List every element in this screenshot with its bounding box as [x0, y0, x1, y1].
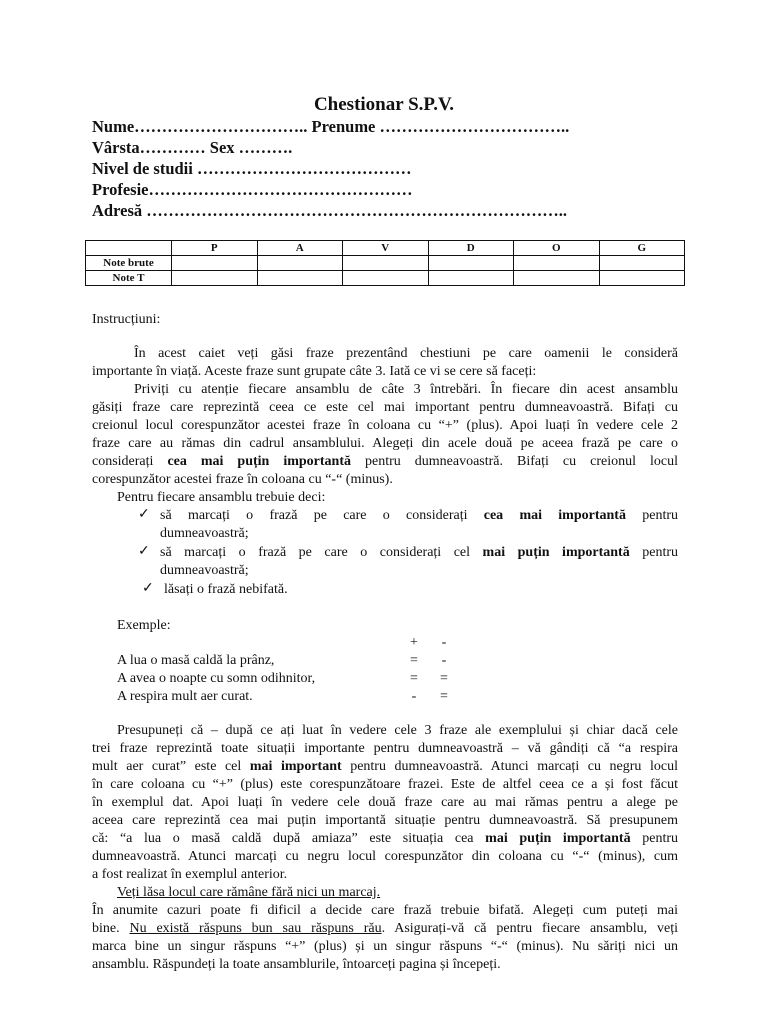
instructions-text [92, 453, 678, 471]
bullet-item: lăsați o frază nebifată. [164, 582, 288, 597]
instructions-heading: Instrucțiuni: [92, 312, 161, 327]
score-cell [257, 256, 343, 271]
score-cell [599, 271, 685, 286]
text-span: considerați [92, 454, 168, 469]
example-row-text: A avea o noapte cu somn odihnitor, [117, 671, 316, 686]
example-plus-mark: = [410, 671, 418, 686]
checkmark-icon: ✓ [138, 544, 150, 559]
explanation-text: dumneavoastră. Atunci marcați cu negru locul corespunzător din coloana cu “-“ (minus), cum [92, 849, 678, 864]
emphasis: mai puțin importantă [485, 831, 631, 846]
education-field: Nivel de studii ………………………………… [92, 159, 412, 178]
score-cell [428, 256, 514, 271]
explanation-text: aceea care reprezintă cea mai puțin importantă situație pentru dumneavoastră. Să presupunem [92, 813, 678, 828]
score-cell [172, 256, 258, 271]
explanation-text: trei fraze reprezintă toate situații importante pentru dumneavoastră – vă gândiți că “a respira [92, 741, 678, 756]
example-plus-mark: = [410, 653, 418, 668]
example-row-text: A lua o masă caldă la prânz, [117, 653, 275, 668]
explanation-text: Presupuneți că – după ce ați luat în vedere cele 3 fraze ale exemplului și chiar dacă cele [117, 723, 678, 738]
instructions-text: Priviți cu atenție fiecare ansamblu de câte 3 întrebări. În fiecare din acest ansamblu [134, 382, 678, 397]
example-plus-mark: - [411, 689, 417, 704]
age-sex-field: Vârsta………… Sex ………. [92, 138, 293, 157]
text-span: pentru [625, 508, 678, 523]
header-cell: V [343, 241, 429, 256]
header-cell: D [428, 241, 514, 256]
example-minus-mark: = [440, 671, 448, 686]
instructions-text: creionul locul corespunzător acestei fraze în coloana cu “+” (plus). Apoi luați în vedere cele 2 [92, 418, 678, 433]
text-span: bine. [92, 921, 130, 936]
example-row-text: A respira mult aer curat. [117, 689, 253, 704]
score-cell [172, 271, 258, 286]
example-minus-mark: = [440, 689, 448, 704]
emphasis: mai important [249, 759, 342, 774]
score-cell [514, 271, 600, 286]
instructions-text: găsiți fraze care reprezintă ceea ce este cel mai important pentru dumneavoastră. Bifați cu [92, 400, 678, 415]
instructions-text: corespunzător acestei fraze în coloana cu “-“ (minus). [92, 472, 393, 487]
bullet-item-cont: dumneavoastră; [160, 526, 249, 541]
examples-heading: Exemple: [117, 618, 171, 633]
table-row [86, 256, 685, 271]
score-table-header [86, 241, 685, 256]
bullet-item [160, 544, 678, 562]
emphasis: cea mai importantă [483, 508, 626, 523]
text-span: să marcați o frază pe care o considerați [160, 508, 484, 523]
bullet-item [160, 507, 678, 525]
text-span: pentru dumneavoastră. Atunci marcați cu negru locul [341, 759, 678, 774]
bullet-item-cont: dumneavoastră; [160, 563, 249, 578]
checkmark-icon: ✓ [138, 507, 150, 522]
page-title: Chestionar S.P.V. [313, 94, 455, 115]
name-field: Nume………………………….. Prenume …………………………….. [92, 117, 570, 136]
score-cell [599, 256, 685, 271]
text-span: că: “a lua o masă caldă după amiaza” este situația cea [92, 831, 486, 846]
underlined-text: Nu există răspuns bun sau răspuns rău [129, 921, 382, 936]
row-label: Note T [86, 271, 172, 286]
emphasis: cea mai puțin importantă [167, 454, 351, 469]
row-label: Note brute [86, 256, 172, 271]
score-table [85, 240, 685, 286]
header-cell: P [172, 241, 258, 256]
score-cell [428, 271, 514, 286]
table-row [86, 271, 685, 286]
text-span: pentru [629, 545, 679, 560]
plus-column-header: + [410, 635, 418, 650]
explanation-text [92, 758, 678, 776]
checkmark-icon: ✓ [142, 581, 154, 596]
emphasis: mai puțin importantă [482, 545, 630, 560]
explanation-text-underlined [117, 884, 380, 902]
header-cell: A [257, 241, 343, 256]
profession-field: Profesie………………………………………… [92, 180, 413, 199]
explanation-text: în care coloana cu “+” (plus) este corespunzătoare frazei. Este de altfel ceea ce a și fost făcut [92, 777, 678, 792]
explanation-text: ansamblu. Răspundeți la toate ansamblurile, întoarceți pagina și începeți. [92, 957, 501, 972]
explanation-text: în exemplul dat. Apoi luați în vedere cele două fraze care au mai rămas pentru a alege pe [92, 795, 678, 810]
score-cell [257, 271, 343, 286]
explanation-text [92, 920, 678, 938]
explanation-text: a fost realizat în exemplul anterior. [92, 867, 288, 882]
text-span: să marcați o frază pe care o considerați cel [160, 545, 483, 560]
score-cell [343, 271, 429, 286]
instructions-text: Pentru fiecare ansamblu trebuie deci: [117, 490, 326, 505]
text-span: . Asigurați-vă că pentru fiecare ansamblu, veți [381, 921, 678, 936]
instructions-text: importante în viață. Aceste fraze sunt grupate câte 3. Iată ce vi se cere să faceți: [92, 364, 537, 379]
minus-column-header: - [441, 635, 447, 650]
score-cell [343, 256, 429, 271]
address-field: Adresă ………………………………………………………………….. [92, 201, 567, 220]
example-minus-mark: - [441, 653, 447, 668]
explanation-text: marca bine un singur răspuns “+” (plus) și un singur răspuns “-“ (minus). Nu săriți nici un [92, 939, 678, 954]
text-span: pentru [630, 831, 679, 846]
underlined-text: Veți lăsa locul care rămâne fără nici un marcaj. [117, 885, 381, 900]
header-cell [86, 241, 172, 256]
instructions-text: fraze care au rămas din cadrul ansamblului. Alegeți din acele două pe aceea frază pe care o [92, 436, 678, 451]
text-span: mult aer curat” este cel [92, 759, 250, 774]
explanation-text: În anumite cazuri poate fi dificil a decide care frază trebuie bifată. Alegeți cum puteți mai [92, 903, 678, 918]
score-cell [514, 256, 600, 271]
text-span: pentru dumneavoastră. Bifați cu creionul locul [351, 454, 678, 469]
instructions-text: În acest caiet veți găsi fraze prezentând chestiuni pe care oamenii le consideră [134, 346, 678, 361]
header-cell: O [514, 241, 600, 256]
header-cell: G [599, 241, 685, 256]
explanation-text [92, 830, 678, 848]
